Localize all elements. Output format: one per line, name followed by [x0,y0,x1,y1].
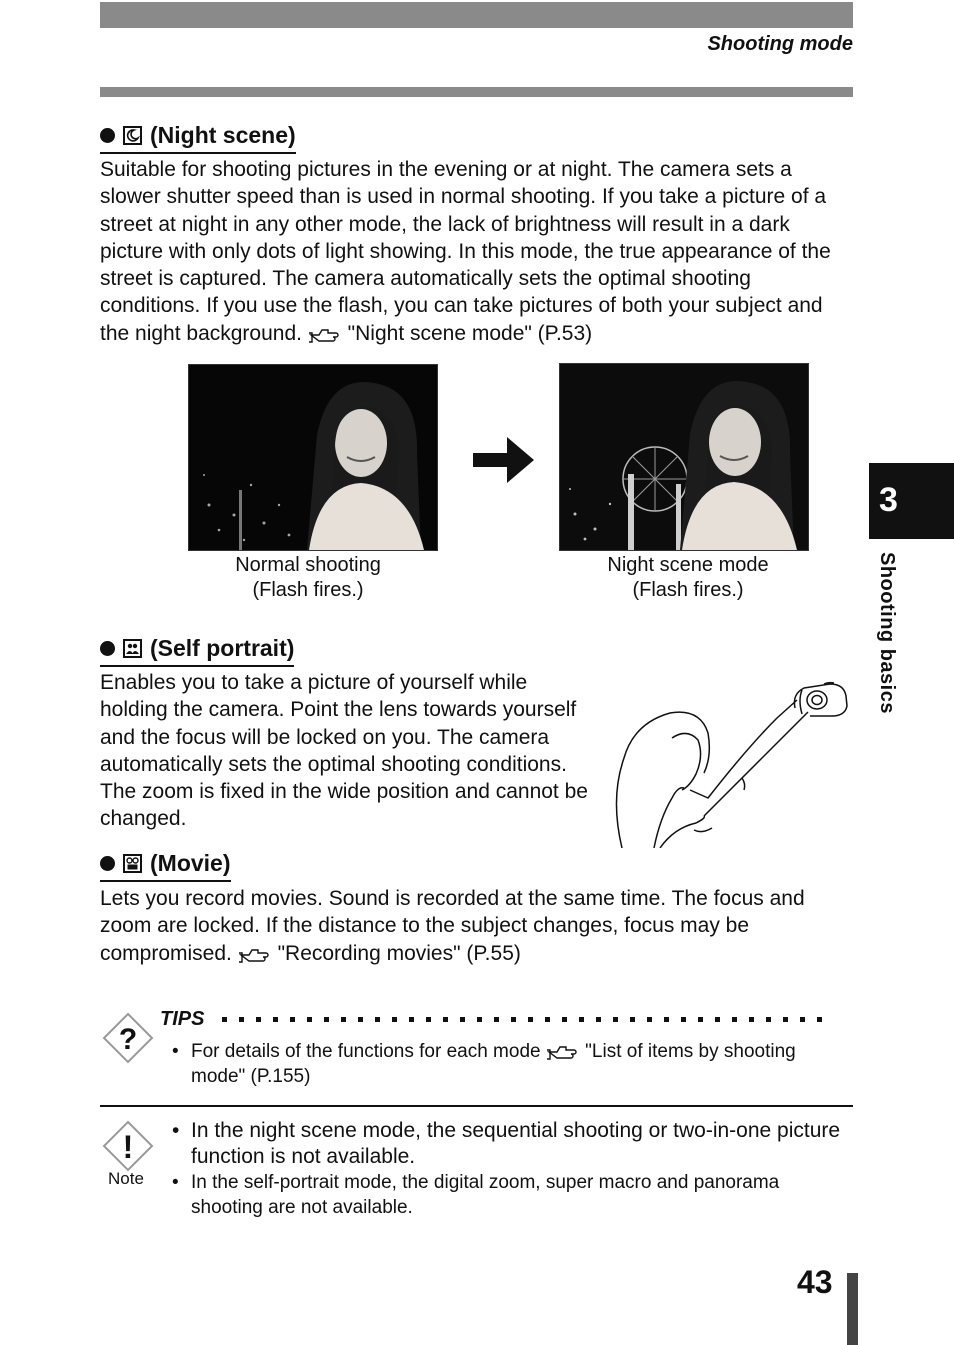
tips-item-prefix: For details of the functions for each mode [191,1041,541,1062]
running-header: Shooting mode [707,33,853,55]
movie-title: (Movie) [150,850,231,876]
night-scene-title: (Night scene) [150,122,296,148]
caption-line: Normal shooting [235,554,381,576]
night-scene-paragraph [100,156,856,347]
reference-hand-icon [308,323,342,341]
list-bullet: • [172,1119,180,1142]
movie-paragraph [100,885,856,967]
header-bar-bottom [100,87,853,97]
caption-line: (Flash fires.) [632,579,744,601]
bullet-icon [100,128,115,143]
tips-label: TIPS [160,1008,205,1030]
list-bullet: • [172,1172,179,1193]
normal-shooting-photo [188,364,438,551]
night-scene-heading [100,122,296,154]
tips-divider [100,1105,853,1107]
movie-heading [100,850,231,882]
svg-text:?: ? [118,1023,138,1056]
self-portrait-title: (Self portrait) [150,635,295,661]
arrow-right-icon [473,437,535,488]
note-item-text: In the night scene mode, the sequential shooting or two-in-one picture function is not available. [191,1119,841,1168]
self-portrait-mode-icon [123,639,142,658]
caption-line: (Flash fires.) [252,579,364,601]
movie-body: Lets you record movies. Sound is recorded at the same time. The focus and zoom are locked. If the distance to the subject changes, focus may be compromised. [100,887,805,965]
note-label: Note [108,1169,144,1188]
page-number: 43 [797,1264,833,1300]
self-portrait-paragraph: Enables you to take a picture of yourself while holding the camera. Point the lens towards yourself and the focus will be locked on you. The camera automatically sets the optimal shooting conditions. The zoom is fixed in the wide position and cannot be changed. [100,671,588,831]
night-scene-photo [559,363,809,551]
reference-hand-icon [238,943,272,961]
chapter-label: Shooting basics [876,552,898,714]
movie-ref: "Recording movies" (P.55) [277,941,521,965]
night-scene-body: Suitable for shooting pictures in the evening or at night. The camera sets a slower shutter speed than is used in normal shooting. If you take a picture of a street at night in any other mode, the lack of brightness will result in a dark picture with only dots of light showing. In this mode, the true appearance of the street is captured. The camera automatically sets the optimal shooting conditions. If you use the flash, you can take pictures of both your subject and the night background. [100,158,831,345]
bullet-icon [100,856,115,871]
bullet-icon [100,641,115,656]
self-portrait-illustration [612,678,852,853]
chapter-number: 3 [879,481,898,519]
night-scene-caption [568,553,808,603]
caption-line: Night scene mode [607,554,769,576]
tips-question-icon [102,1012,154,1069]
tips-item-text [191,1039,851,1089]
list-bullet: • [172,1041,179,1062]
chapter-tab [869,463,954,539]
movie-mode-icon [123,854,142,873]
svg-text:!: ! [122,1129,134,1165]
note-item-text: In the self-portrait mode, the digital zoom, super macro and panorama shooting are not available. [191,1172,780,1218]
night-scene-mode-icon [123,126,142,145]
self-portrait-heading [100,635,294,667]
normal-shooting-caption [188,553,428,603]
reference-hand-icon [546,1042,580,1060]
header-bar-top [100,2,853,28]
page-number-bar [847,1273,858,1345]
tips-item-ref: "List of items by shooting mode" (P.155) [191,1041,796,1087]
tips-dotted-rule [222,1017,830,1022]
night-scene-ref: "Night scene mode" (P.53) [347,321,593,345]
